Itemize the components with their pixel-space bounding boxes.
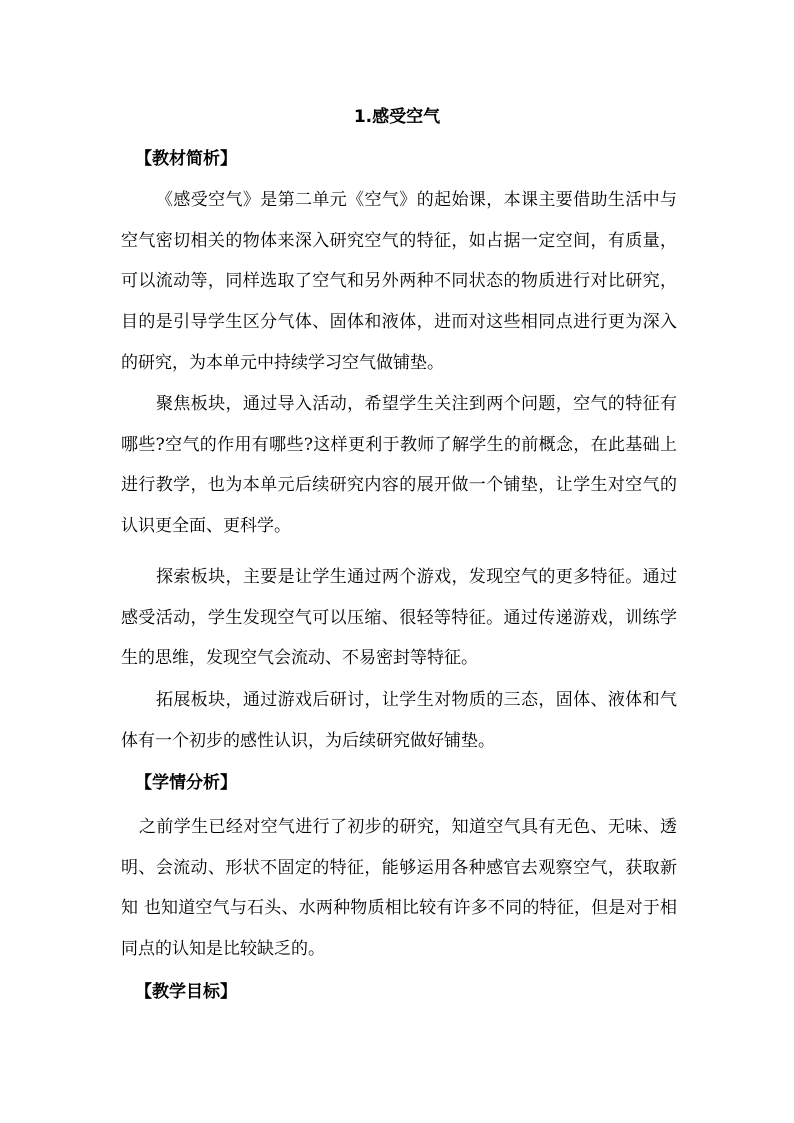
paragraph-explore-section: 探索板块，主要是让学生通过两个游戏，发现空气的更多特征。通过感受活动，学生发现空气可以压缩、很轻等特征。通过传递游戏，训练学生的思维，发现空气会流动、不易密封等特征。 — [121, 567, 677, 669]
section-heading-teaching-goals: 【教学目标】 — [135, 982, 237, 1002]
document-title: 1.感受空气 — [353, 107, 441, 127]
paragraph-extend-section: 拓展板块，通过游戏后研讨，让学生对物质的三态，固体、液体和气体有一个初步的感性认识，为后续研究做好铺垫。 — [121, 690, 677, 751]
section-heading-student-analysis: 【学情分析】 — [135, 773, 237, 793]
paragraph-focus-section: 聚焦板块，通过导入活动，希望学生关注到两个问题，空气的特征有哪些?空气的作用有哪些?这样更利于教师了解学生的前概念，在此基础上进行教学，也为本单元后续研究内容的展开做一个铺垫，让学生对空气的认识更全面、更科学。 — [121, 394, 677, 537]
paragraph-textbook-intro: 《感受空气》是第二单元《空气》的起始课，本课主要借助生活中与空气密切相关的物体来深入研究空气的特征，如占据一定空间，有质量，可以流动等，同样选取了空气和另外两种不同状态的物质进行对比研究，目的是引导学生区分气体、固体和液体，进而对这些相同点进行更为深入的研究，为本单元中持续学习空气做铺垫。 — [121, 190, 677, 373]
paragraph-student-analysis: 之前学生已经对空气进行了初步的研究，知道空气具有无色、无味、透明、会流动、形状不固定的特征，能够运用各种感官去观察空气，获取新知 也知道空气与石头、水两种物质相比较有许多不同的特征，但是对于相同点的认知是比较缺乏的。 — [121, 817, 677, 960]
section-heading-textbook-analysis: 【教材简析】 — [135, 149, 237, 169]
